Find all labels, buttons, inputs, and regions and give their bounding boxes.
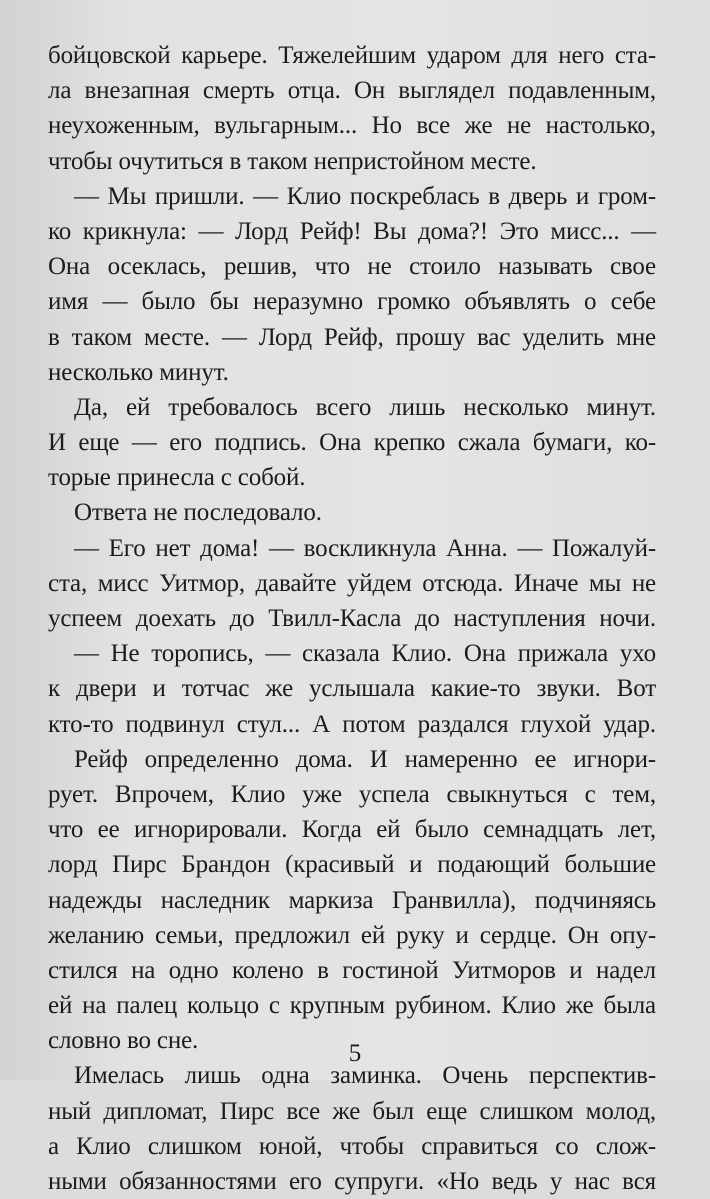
text-line: чтобы очутиться в таком непристойном месте.	[48, 147, 537, 175]
text-line: ла внезапная смерть отца. Он выглядел подавленным,	[48, 77, 656, 105]
text-line: Ответа не последовало.	[74, 499, 322, 527]
text-line: имя — было бы неразумно громко объявлять о себе	[48, 288, 656, 316]
text-line: бойцовской карьере. Тяжелейшим ударом для него ста-	[48, 42, 656, 69]
text-line: надежды наследник маркиза Гранвилла), подчиняясь	[48, 886, 656, 914]
page-text	[48, 38, 656, 1199]
text-line: — Не торопись, — сказала Клио. Она прижала ухо	[74, 640, 656, 668]
text-line: а Клио слишком юной, чтобы справиться со слож-	[48, 1132, 656, 1160]
text-line: неухоженным, вульгарным... Но все же не настолько,	[48, 112, 656, 140]
text-line: кто-то подвинул стул... А потом раздался глухой удар.	[48, 710, 656, 738]
text-line: рует. Впрочем, Клио уже успела свыкнуться с тем,	[48, 780, 656, 808]
text-line: несколько минут.	[48, 358, 229, 386]
text-line: ста, мисс Уитмор, давайте уйдем отсюда. Иначе мы не	[48, 569, 656, 597]
text-line: — Его нет дома! — воскликнула Анна. — Пожалуй-	[74, 534, 656, 562]
text-line: торые принесла с собой.	[48, 464, 306, 492]
text-line: желанию семьи, предложил ей руку и сердце. Он опу-	[48, 921, 656, 949]
text-line: И еще — его подпись. Она крепко сжала бумаги, ко-	[48, 429, 656, 457]
text-line: Да, ей требовалось всего лишь несколько минут.	[74, 393, 656, 421]
text-line: Рейф определенно дома. И намеренно ее игнори-	[74, 745, 656, 773]
text-line: ными обязанностями его супруги. «Но ведь у нас вся	[48, 1168, 656, 1195]
text-line: ко крикнула: — Лорд Рейф! Вы дома?! Это мисс... —	[48, 217, 656, 245]
text-line: что ее игнорировали. Когда ей было семнадцать лет,	[48, 816, 656, 844]
text-line: ей на палец кольцо с крупным рубином. Клио же была	[48, 992, 656, 1020]
text-line: успеем доехать до Твилл-Касла до наступления ночи.	[48, 605, 656, 632]
page-number: 5	[348, 1040, 362, 1067]
text-line: в таком месте. — Лорд Рейф, прошу вас уделить мне	[48, 323, 656, 351]
text-line: стился на одно колено в гостиной Уитморов и надел	[48, 956, 656, 984]
text-line: к двери и тотчас же услышала какие-то звуки. Вот	[48, 675, 656, 703]
text-line: словно во сне.	[48, 1027, 199, 1055]
text-line: лорд Пирс Брандон (красивый и подающий большие	[48, 851, 656, 879]
text-line: — Мы пришли. — Клио поскреблась в дверь и гром-	[74, 182, 656, 210]
text-line: Имелась лишь одна заминка. Очень перспектив-	[74, 1062, 656, 1090]
text-line: ный дипломат, Пирс все же был еще слишком молод,	[48, 1097, 656, 1125]
text-line: Она осеклась, решив, что не стоило называть свое	[48, 253, 656, 281]
